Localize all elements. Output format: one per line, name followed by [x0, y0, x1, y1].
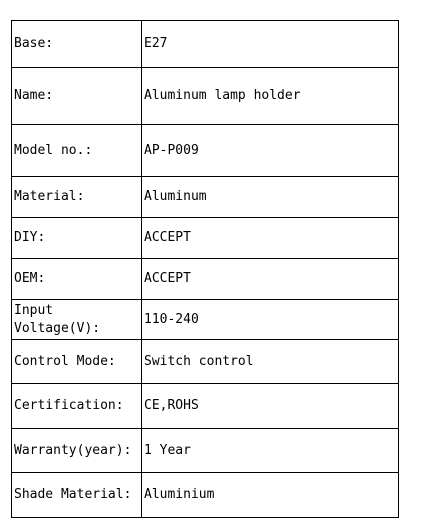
- spec-value-certification: CE,ROHS: [142, 384, 399, 429]
- spec-label-control-mode: Control Mode:: [12, 340, 142, 384]
- table-row: [12, 384, 399, 429]
- spec-label-shade-material: Shade Material:: [12, 473, 142, 518]
- spec-value-diy: ACCEPT: [142, 218, 399, 259]
- table-row: [12, 125, 399, 177]
- product-spec-table: [11, 20, 399, 518]
- spec-label-diy: DIY:: [12, 218, 142, 259]
- spec-value-base: E27: [142, 21, 399, 68]
- spec-label-certification: Certification:: [12, 384, 142, 429]
- spec-label-oem: OEM:: [12, 259, 142, 300]
- table-row: [12, 21, 399, 68]
- table-row: [12, 259, 399, 300]
- spec-value-model-no: AP-P009: [142, 125, 399, 177]
- spec-value-shade-material: Aluminium: [142, 473, 399, 518]
- spec-label-base: Base:: [12, 21, 142, 68]
- spec-value-input-voltage: 110-240: [142, 300, 399, 340]
- table-row: [12, 340, 399, 384]
- spec-label-material: Material:: [12, 177, 142, 218]
- spec-label-model-no: Model no.:: [12, 125, 142, 177]
- spec-label-input-voltage: Input Voltage(V):: [12, 300, 142, 340]
- spec-value-warranty: 1 Year: [142, 429, 399, 473]
- spec-value-oem: ACCEPT: [142, 259, 399, 300]
- spec-value-material: Aluminum: [142, 177, 399, 218]
- table-row: [12, 218, 399, 259]
- table-row: [12, 300, 399, 340]
- spec-label-warranty: Warranty(year):: [12, 429, 142, 473]
- table-row: [12, 429, 399, 473]
- spec-value-name: Aluminum lamp holder: [142, 68, 399, 125]
- table-row: [12, 473, 399, 518]
- table-row: [12, 177, 399, 218]
- spec-value-control-mode: Switch control: [142, 340, 399, 384]
- table-row: [12, 68, 399, 125]
- spec-label-name: Name:: [12, 68, 142, 125]
